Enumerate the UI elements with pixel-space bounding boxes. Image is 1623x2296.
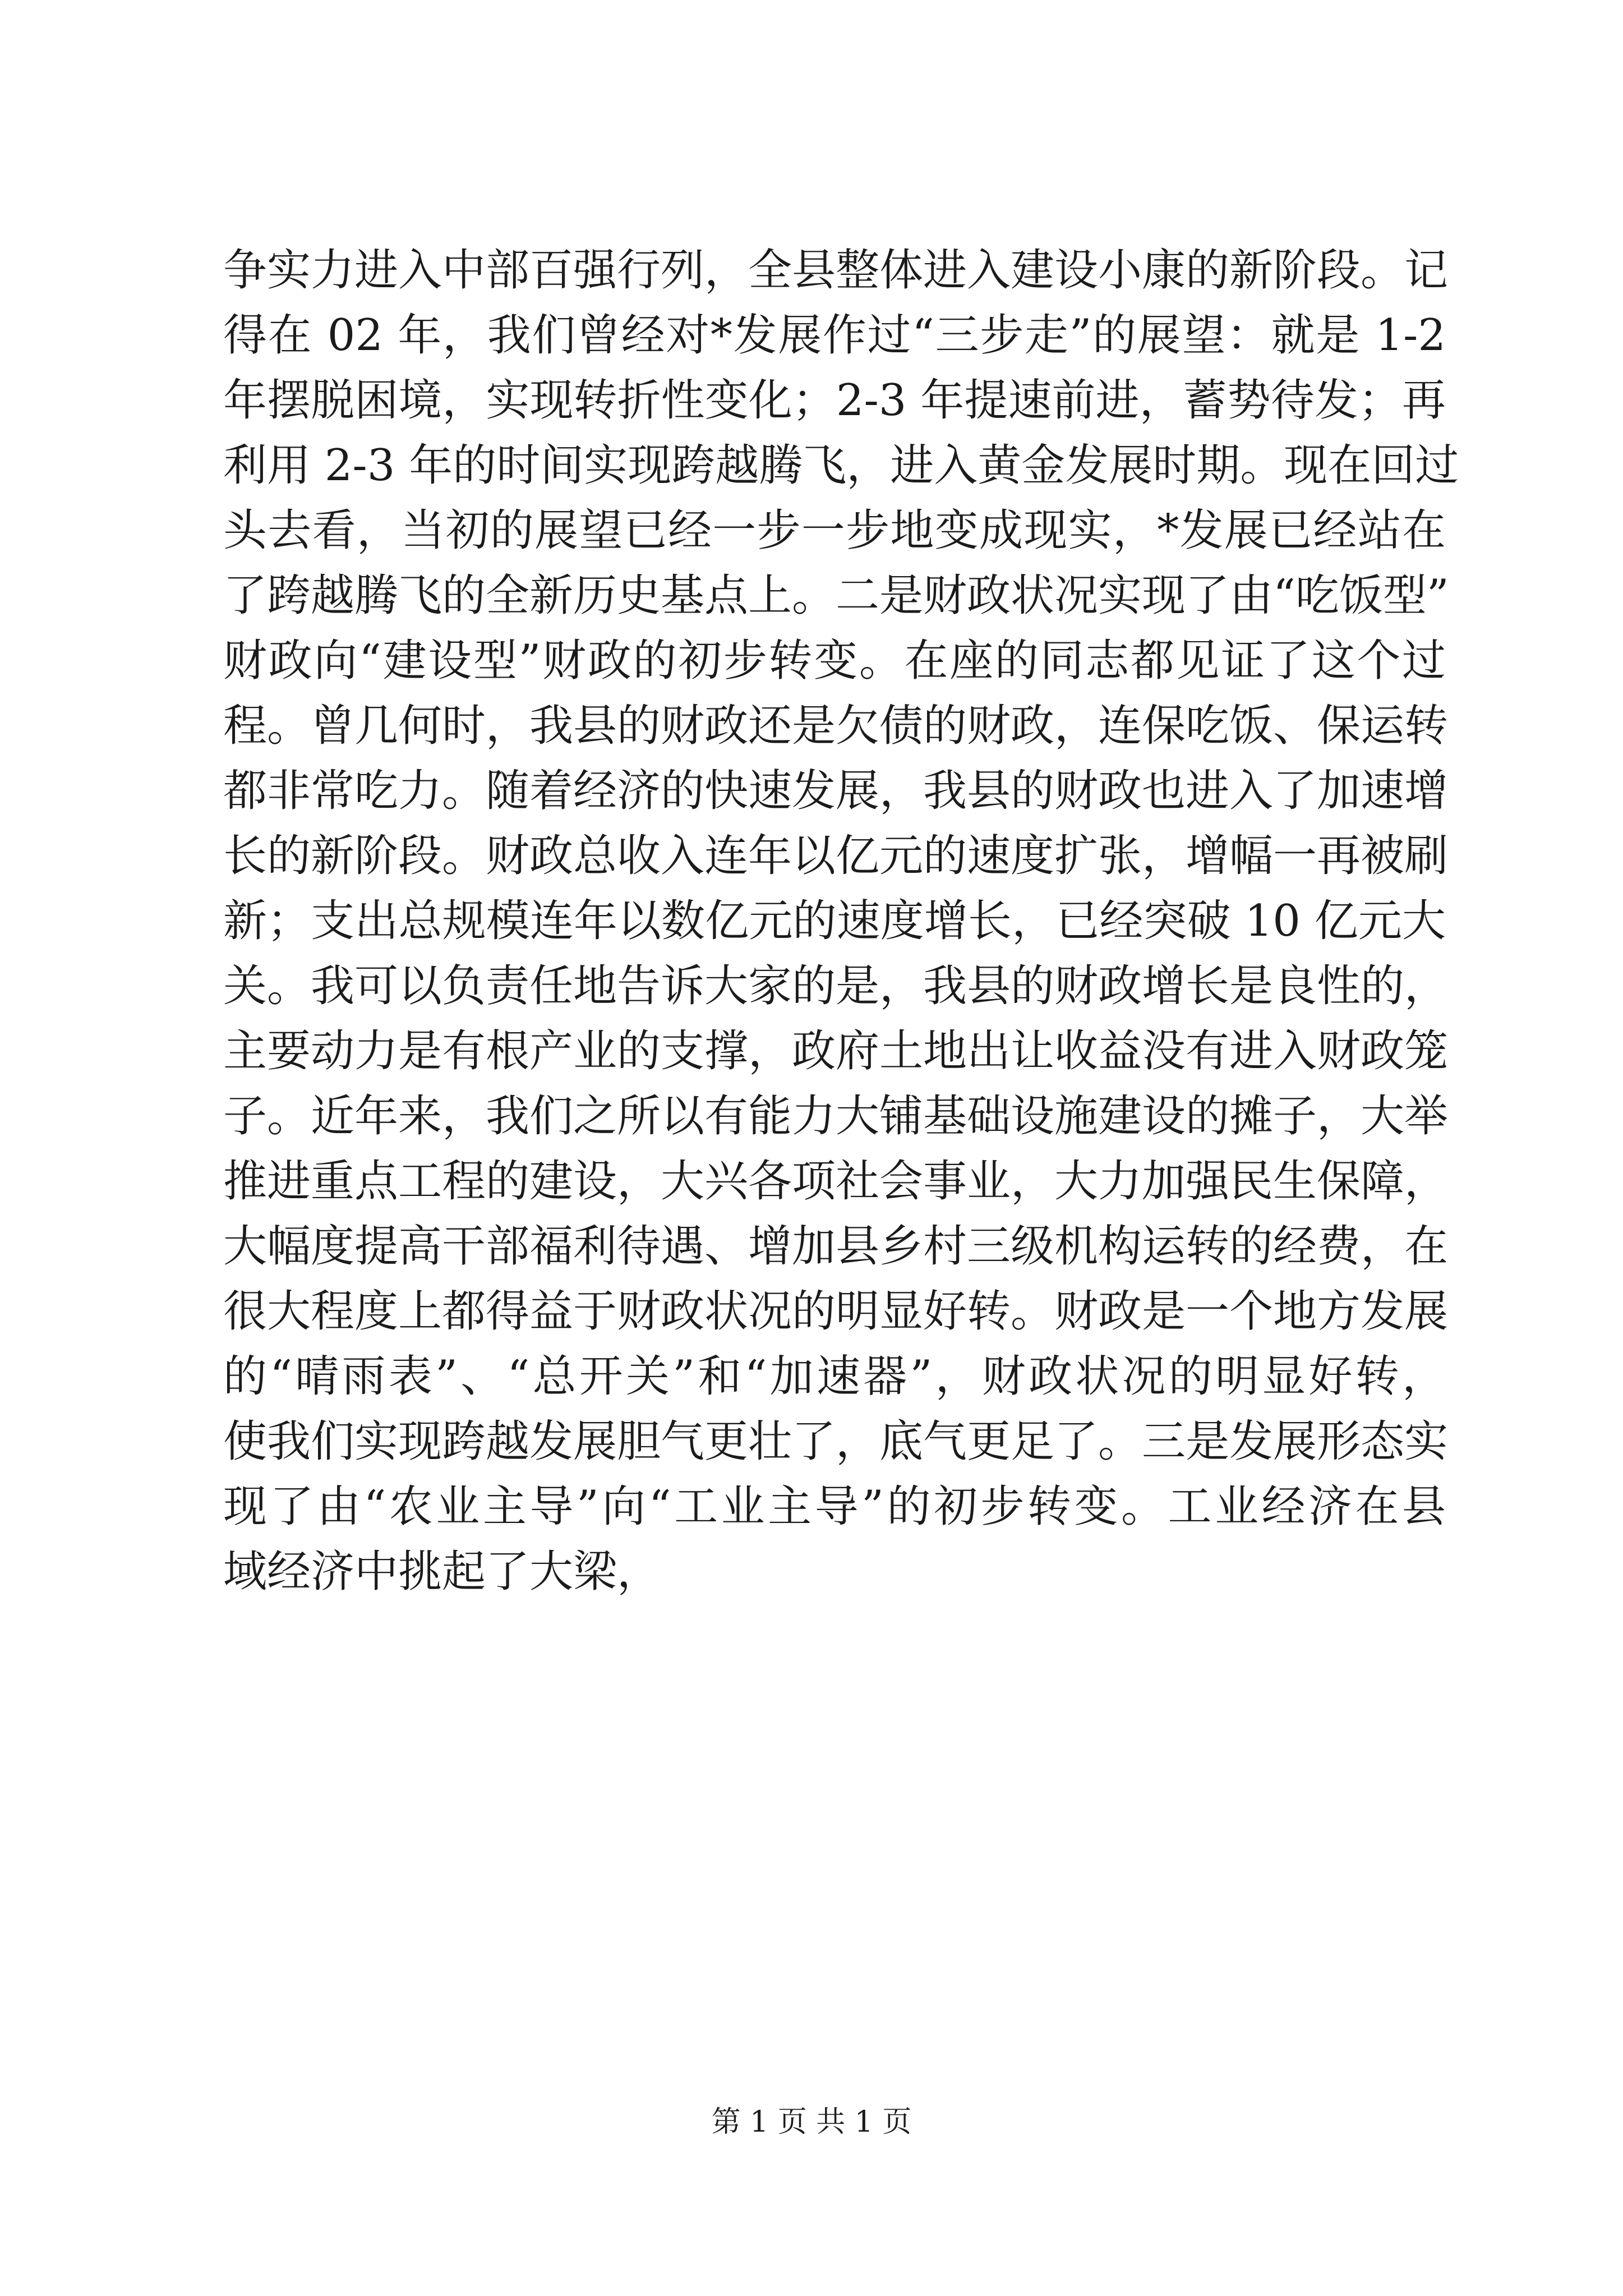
text-line: 利用 2-3 年的时间实现跨越腾飞，进入黄金发展时期。现在回过 bbox=[223, 440, 1459, 491]
text-line: 大幅度提高干部福利待遇、增加县乡村三级机构运转的经费，在 bbox=[223, 1221, 1449, 1272]
text-line: 推进重点工程的建设，大兴各项社会事业，大力加强民生保障， bbox=[223, 1156, 1449, 1207]
text-line: 都非常吃力。随着经济的快速发展，我县的财政也进入了加速增 bbox=[223, 766, 1449, 816]
page-footer bbox=[0, 2102, 1623, 2142]
text-line: 年摆脱困境，实现转折性变化；2-3 年提速前进，蓄势待发；再 bbox=[223, 375, 1446, 426]
text-line: 域经济中挑起了大梁， bbox=[223, 1547, 661, 1597]
text-line: 头去看，当初的展望已经一步一步地变成现实，*发展已经站在 bbox=[223, 505, 1446, 556]
text-line: 关。我可以负责任地告诉大家的是，我县的财政增长是良性的， bbox=[223, 961, 1449, 1011]
page-number-label: 第 1 页 共 1 页 bbox=[711, 2105, 912, 2139]
text-line: 财政向“建设型”财政的初步转变。在座的同志都见证了这个过 bbox=[223, 636, 1446, 686]
text-line: 子。近年来，我们之所以有能力大铺基础设施建设的摊子，大举 bbox=[223, 1091, 1449, 1142]
text-line: 长的新阶段。财政总收入连年以亿元的速度扩张，增幅一再被刷 bbox=[223, 831, 1449, 881]
text-line: 争实力进入中部百强行列，全县整体进入建设小康的新阶段。记 bbox=[223, 245, 1449, 296]
text-line: 了跨越腾飞的全新历史基点上。二是财政状况实现了由“吃饭型” bbox=[223, 570, 1449, 621]
text-line: 现了由“农业主导”向“工业主导”的初步转变。工业经济在县 bbox=[223, 1481, 1446, 1532]
text-line: 新；支出总规模连年以数亿元的速度增长，已经突破 10 亿元大 bbox=[223, 896, 1446, 946]
text-line: 主要动力是有根产业的支撑，政府土地出让收益没有进入财政笼 bbox=[223, 1026, 1449, 1076]
text-line: 很大程度上都得益于财政状况的明显好转。财政是一个地方发展 bbox=[223, 1286, 1449, 1337]
text-line: 的“晴雨表”、“总开关”和“加速器”，财政状况的明显好转， bbox=[223, 1351, 1446, 1402]
text-line: 程。曾几何时，我县的财政还是欠债的财政，连保吃饭、保运转 bbox=[223, 701, 1449, 751]
text-line: 使我们实现跨越发展胆气更壮了，底气更足了。三是发展形态实 bbox=[223, 1416, 1449, 1467]
text-line: 得在 02 年，我们曾经对*发展作过“三步走”的展望：就是 1-2 bbox=[223, 310, 1446, 361]
body-text bbox=[223, 238, 1459, 1604]
